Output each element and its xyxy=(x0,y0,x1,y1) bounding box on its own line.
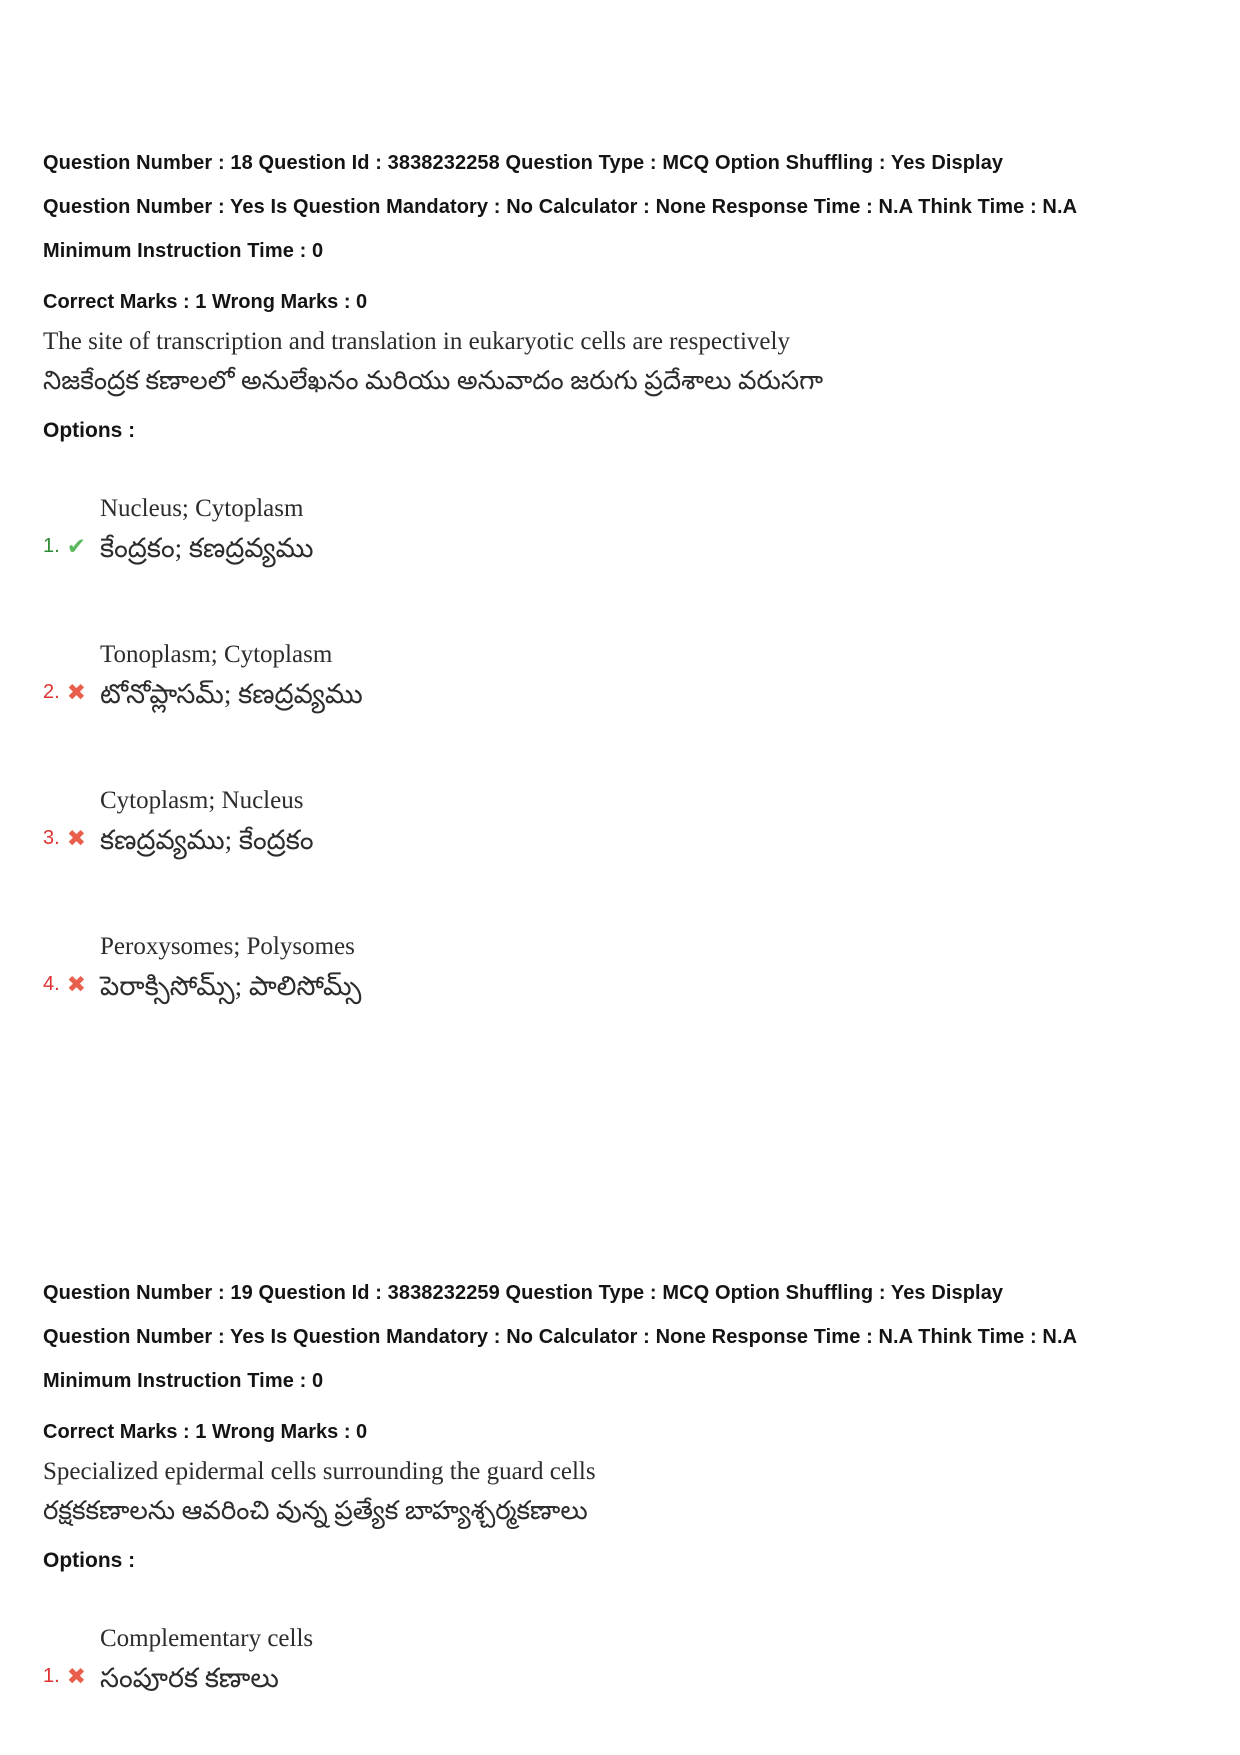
option-row-3 xyxy=(43,785,1088,857)
option-number: 1. xyxy=(43,1665,60,1687)
option-body xyxy=(100,639,1088,711)
option-number: 2. xyxy=(43,681,60,703)
option-text-telugu: సంపూరక కణాలు xyxy=(100,1663,279,1693)
options-label: Options : xyxy=(43,419,136,442)
option-marker xyxy=(43,1665,100,1695)
wrong-answer-icon: ✖ xyxy=(66,679,86,705)
option-text-english: Complementary cells xyxy=(100,1625,314,1652)
question-text-english: The site of transcription and translation in eukaryotic cells are respectively xyxy=(43,328,790,355)
question-meta: Question Number : 18 Question Id : 3838232258 Question Type : MCQ Option Shuffling : Yes Display Question Number : Yes Is Question Mandatory : No Calculator : None Response Time : N.A Think Time : N.A Minimum Instruction Time : 0 xyxy=(43,152,1077,262)
question-block-18 xyxy=(43,141,1088,1003)
option-number: 1. xyxy=(43,535,60,557)
option-body xyxy=(100,785,1088,857)
option-text-english: Cytoplasm; Nucleus xyxy=(100,787,304,814)
option-row-4 xyxy=(43,931,1088,1003)
option-body xyxy=(100,931,1088,1003)
option-body xyxy=(100,493,1088,565)
option-text-telugu: టోనోప్లాసమ్; కణద్రవ్యము xyxy=(100,679,363,709)
option-row-1 xyxy=(43,1623,1088,1695)
wrong-answer-icon: ✖ xyxy=(66,1663,86,1689)
question-text-english: Specialized epidermal cells surrounding the guard cells xyxy=(43,1458,596,1485)
correct-answer-icon: ✔ xyxy=(66,533,86,559)
marks-line: Correct Marks : 1 Wrong Marks : 0 xyxy=(43,291,368,313)
wrong-answer-icon: ✖ xyxy=(66,825,86,851)
option-text-telugu: కణద్రవ్యము; కేంద్రకం xyxy=(100,825,314,855)
option-text-english: Tonoplasm; Cytoplasm xyxy=(100,641,333,668)
marks-line: Correct Marks : 1 Wrong Marks : 0 xyxy=(43,1421,368,1443)
option-text-english: Peroxysomes; Polysomes xyxy=(100,933,355,960)
option-marker xyxy=(43,681,100,711)
options-label: Options : xyxy=(43,1549,136,1572)
option-number: 4. xyxy=(43,973,60,995)
option-number: 3. xyxy=(43,827,60,849)
question-text-telugu: నిజకేంద్రక కణాలలో అనులేఖనం మరియు అనువాదం జరుగు ప్రదేశాలు వరుసగా xyxy=(43,366,824,395)
question-text-telugu: రక్షకకణాలను ఆవరించి వున్న ప్రత్యేక బాహ్యశ్చర్మకణాలు xyxy=(43,1496,588,1525)
option-body xyxy=(100,1623,1088,1695)
question-block-19 xyxy=(43,1271,1088,1695)
option-marker xyxy=(43,535,100,565)
wrong-answer-icon: ✖ xyxy=(66,971,86,997)
option-text-telugu: పెరాక్సిసోమ్స్; పాలిసోమ్స్ xyxy=(100,971,362,1001)
option-marker xyxy=(43,973,100,1003)
option-row-1 xyxy=(43,493,1088,565)
option-row-2 xyxy=(43,639,1088,711)
option-text-telugu: కేంద్రకం; కణద్రవ్యము xyxy=(100,533,314,563)
option-marker xyxy=(43,827,100,857)
question-meta: Question Number : 19 Question Id : 3838232259 Question Type : MCQ Option Shuffling : Yes Display Question Number : Yes Is Question Mandatory : No Calculator : None Response Time : N.A Think Time : N.A Minimum Instruction Time : 0 xyxy=(43,1282,1077,1392)
option-text-english: Nucleus; Cytoplasm xyxy=(100,495,304,522)
